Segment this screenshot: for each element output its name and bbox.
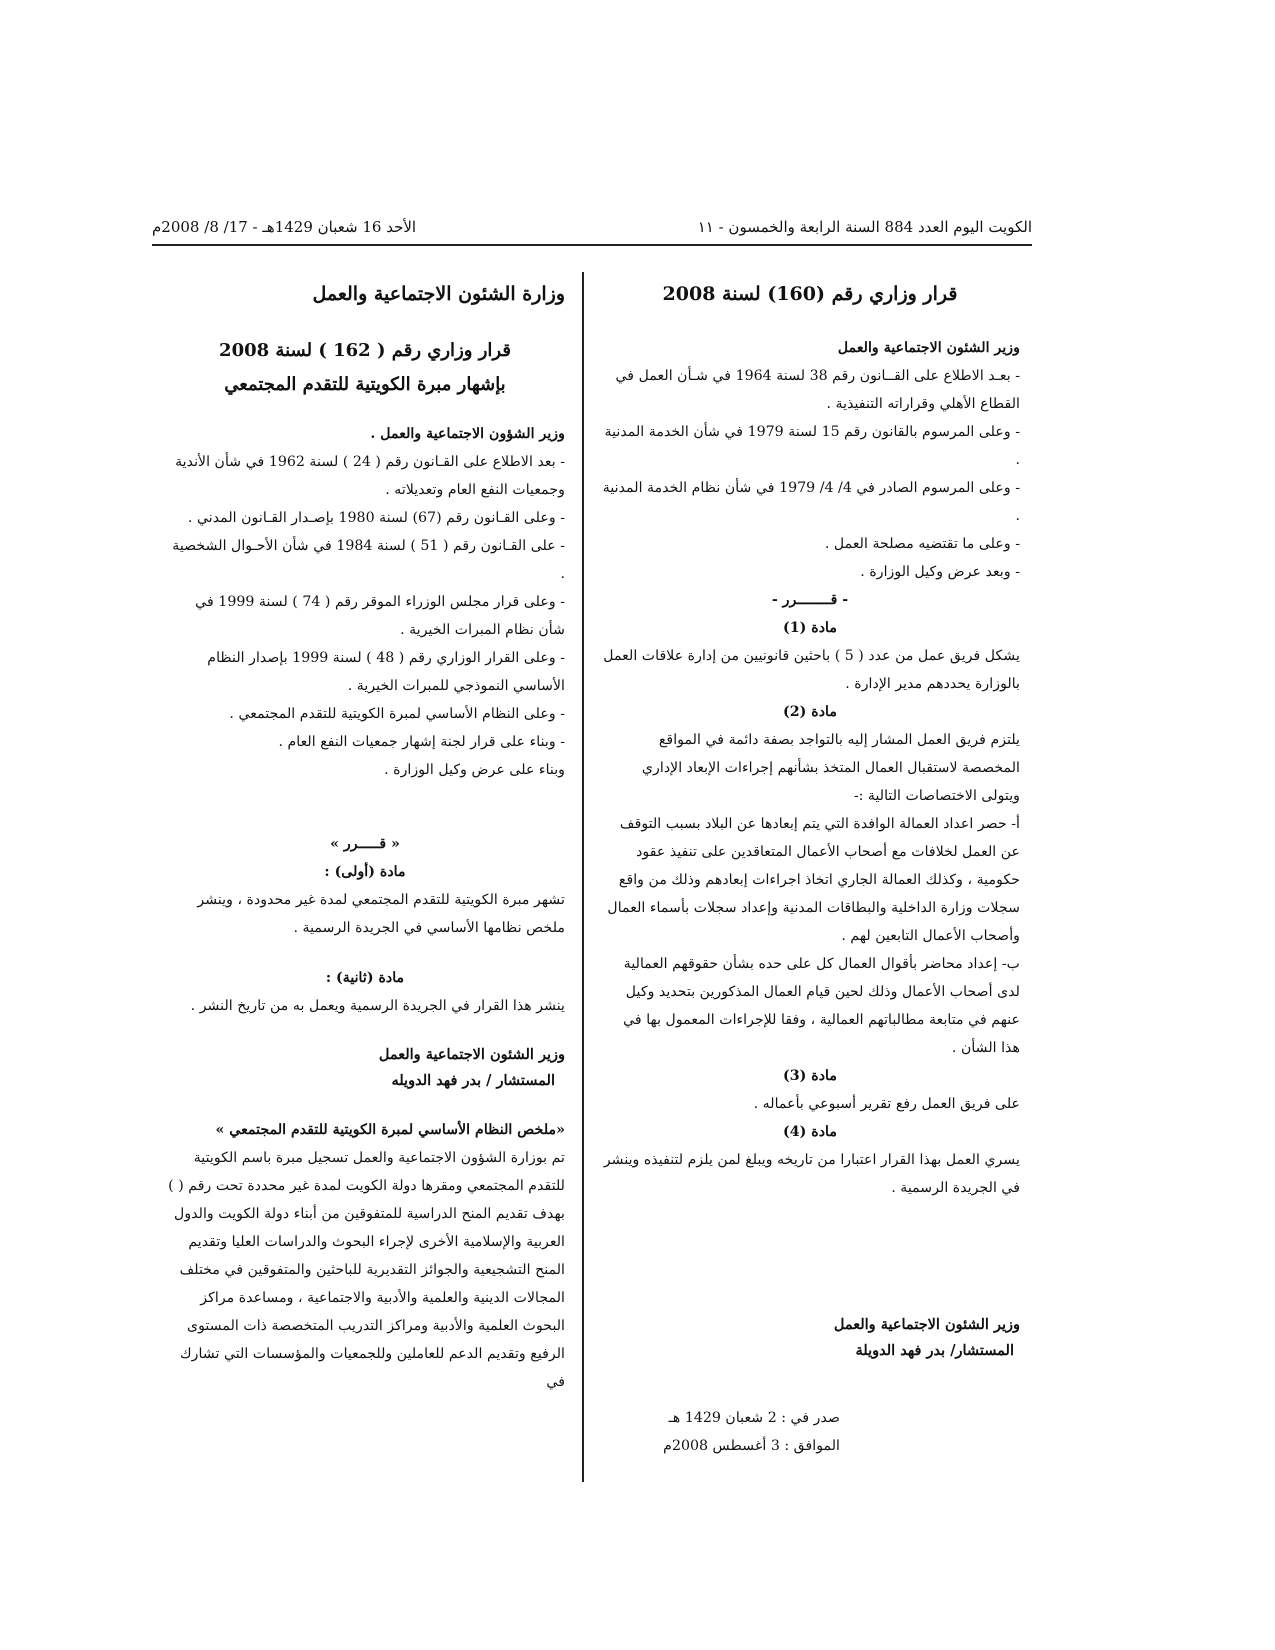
decision-160-title: قرار وزاري رقم (160) لسنة 2008 (662, 283, 958, 305)
ministry-heading: وزارة الشئون الاجتماعية والعمل (312, 283, 565, 305)
signature-name: المستشار / بدر فهد الدويله (391, 1072, 555, 1089)
preamble-item: - وعلى النظام الأساسي لمبرة الكويتية للتقدم المجتمعي . (229, 706, 565, 722)
right-column (600, 276, 1020, 1460)
header-date: الأحد 16 شعبان 1429هـ - 17/ 8/ 2008م (152, 218, 417, 236)
preamble-item: - وعلى القرار الوزاري رقم ( 48 ) لسنة 1999 بإصدار النظام الأساسي النموذجي للمبرات الخيرية . (207, 650, 565, 694)
preamble-item: - وعلى المرسوم الصادر في 4/ 4/ 1979 في شأن نظام الخدمة المدنية . (602, 480, 1020, 524)
page-header (152, 214, 1032, 240)
preamble-item: - وعلى المرسوم بالقانون رقم 15 لسنة 1979 في شأن الخدمة المدنية . (604, 424, 1020, 468)
article-2-text: يلتزم فريق العمل المشار إليه بالتواجد بصفة دائمة في المواقع المخصصة لاستقبال العمال المتخذ بشأنهم إجراءات الإبعاد الإداري ويتولى الاختصاصات التالية :- (641, 732, 1020, 804)
preamble-item: - بعـد الاطلاع على القــانون رقم 38 لسنة 1964 في شـأن العمل في القطاع الأهلي وقراراته التنفيذية . (615, 368, 1020, 412)
preamble-item: - وعلى قرار مجلس الوزراء الموقر رقم ( 74 ) لسنة 1999 في شأن نظام المبرات الخيرية . (195, 594, 565, 638)
preamble-item: - وعلى ما تقتضيه مصلحة العمل . (824, 536, 1020, 552)
decision-162-issuer: وزير الشؤون الاجتماعية والعمل . (370, 426, 565, 442)
decides-heading: « قـــــرر » (330, 836, 400, 852)
decision-162-title-line1: قرار وزاري رقم ( 162 ) لسنة 2008 (219, 340, 511, 361)
article-4-text: يسري العمل بهذا القرار اعتبارا من تاريخه ويبلغ لمن يلزم لتنفيذه وينشر في الجريدة الرسمية . (603, 1152, 1020, 1196)
article-first-title: مادة (أولى) : (324, 864, 406, 880)
article-4-title: مادة (4) (783, 1124, 837, 1140)
article-2-title: مادة (2) (783, 704, 837, 720)
signature-title: وزير الشئون الاجتماعية والعمل (833, 1316, 1020, 1333)
issued-hijri: صدر في : 2 شعبان 1429 هـ (668, 1410, 840, 1426)
left-column (165, 276, 565, 1396)
article-second-text: ينشر هذا القرار في الجريدة الرسمية ويعمل به من تاريخ النشر . (190, 998, 565, 1014)
decision-160-issuer: وزير الشئون الاجتماعية والعمل (837, 340, 1020, 356)
preamble-item: - على القـانون رقم ( 51 ) لسنة 1984 في شأن الأحـوال الشخصية . (172, 538, 565, 582)
decision-162-title-line2: بإشهار مبرة الكويتية للتقدم المجتمعي (224, 374, 506, 395)
preamble-item: - وبعد عرض وكيل الوزارة . (860, 564, 1020, 580)
article-second-title: مادة (ثانية) : (325, 970, 405, 986)
summary-text: تم بوزارة الشؤون الاجتماعية والعمل تسجيل مبرة باسم الكويتية للتقدم المجتمعي ومقرها دولة الكويت لمدة غير محددة تحت رقم ( ) بهدف تقديم المنح الدراسية للمتفوقين من أبناء دولة الكويت والدول العربية والإسلامية الأخرى لإجراء البحوث والدراسات العليا وتقديم المنح التشجيعية والجوائز التقديرية للباحثين والمتفوقين في مختلف المجالات الدينية والعلمية والأدبية والاجتماعية ، ومساعدة مراكز البحوث العلمية والأدبية ومراكز التدريب المتخصصة ذات المستوى الرفيع وتقديم الدعم للعاملين وللجمعيات والمؤسسات التي تشارك في (168, 1150, 565, 1390)
article-2-item-a: أ- حصر اعداد العمالة الوافدة التي يتم إبعادها عن البلاد بسبب التوقف عن العمل لخلافات مع أصحاب الأعمال المتعاقدين على تنفيذ عقود حكومية ، وكذلك العمالة الجاري اتخاذ اجراءات إبعادهم وذلك من واقع سجلات وزارة الداخلية والبطاقات المدنية وإعداد سجلات بأسماء العمال وأصحاب الأعمال التابعين لهم . (607, 816, 1020, 944)
decision-162-title (165, 334, 565, 402)
preamble-item: - وبناء على قرار لجنة إشهار جمعيات النفع العام . (278, 734, 565, 750)
article-first-text: تشهر مبرة الكويتية للتقدم المجتمعي لمدة غير محدودة ، وينشر ملخص نظامها الأساسي في الجريدة الرسمية . (197, 892, 565, 936)
summary-title: «ملخص النظام الأساسي لمبرة الكويتية للتقدم المجتمعي » (215, 1122, 565, 1138)
decides-heading: - قــــــــرر - (771, 592, 849, 608)
signature-name: المستشار/ بدر فهد الدويلة (855, 1342, 1014, 1359)
signature-title: وزير الشئون الاجتماعية والعمل (378, 1046, 565, 1063)
column-divider (582, 272, 584, 1482)
header-rule (152, 244, 1032, 246)
preamble-item: - بعد الاطلاع على القـانون رقم ( 24 ) لسنة 1962 في شأن الأندية وجمعيات النفع العام وتعديلاته . (175, 454, 565, 498)
header-issue-info: الكويت اليوم العدد 884 السنة الرابعة والخمسون - ١١ (697, 218, 1032, 236)
article-3-text: على فريق العمل رفع تقرير أسبوعي بأعماله . (753, 1096, 1020, 1112)
issued-gregorian: الموافق : 3 أغسطس 2008م (663, 1438, 840, 1454)
article-2-item-b: ب- إعداد محاضر بأقوال العمال كل على حده بشأن حقوقهم العمالية لدى أصحاب الأعمال وذلك لحين قيام العمال المذكورين بتحديد وكيل عنهم في متابعة مطالباتهم العمالية ، وفقا للإجراءات المعمول بها في هذا الشأن . (623, 956, 1020, 1056)
preamble-item: - وعلى القـانون رقم (67) لسنة 1980 بإصـدار القـانون المدني . (187, 510, 565, 526)
preamble-item: وبناء على عرض وكيل الوزارة . (384, 762, 565, 778)
article-1-text: يشكل فريق عمل من عدد ( 5 ) باحثين قانونيين من إدارة علاقات العمل بالوزارة يحددهم مدير الإدارة . (603, 648, 1020, 692)
article-1-title: مادة (1) (783, 620, 837, 636)
article-3-title: مادة (3) (783, 1068, 837, 1084)
